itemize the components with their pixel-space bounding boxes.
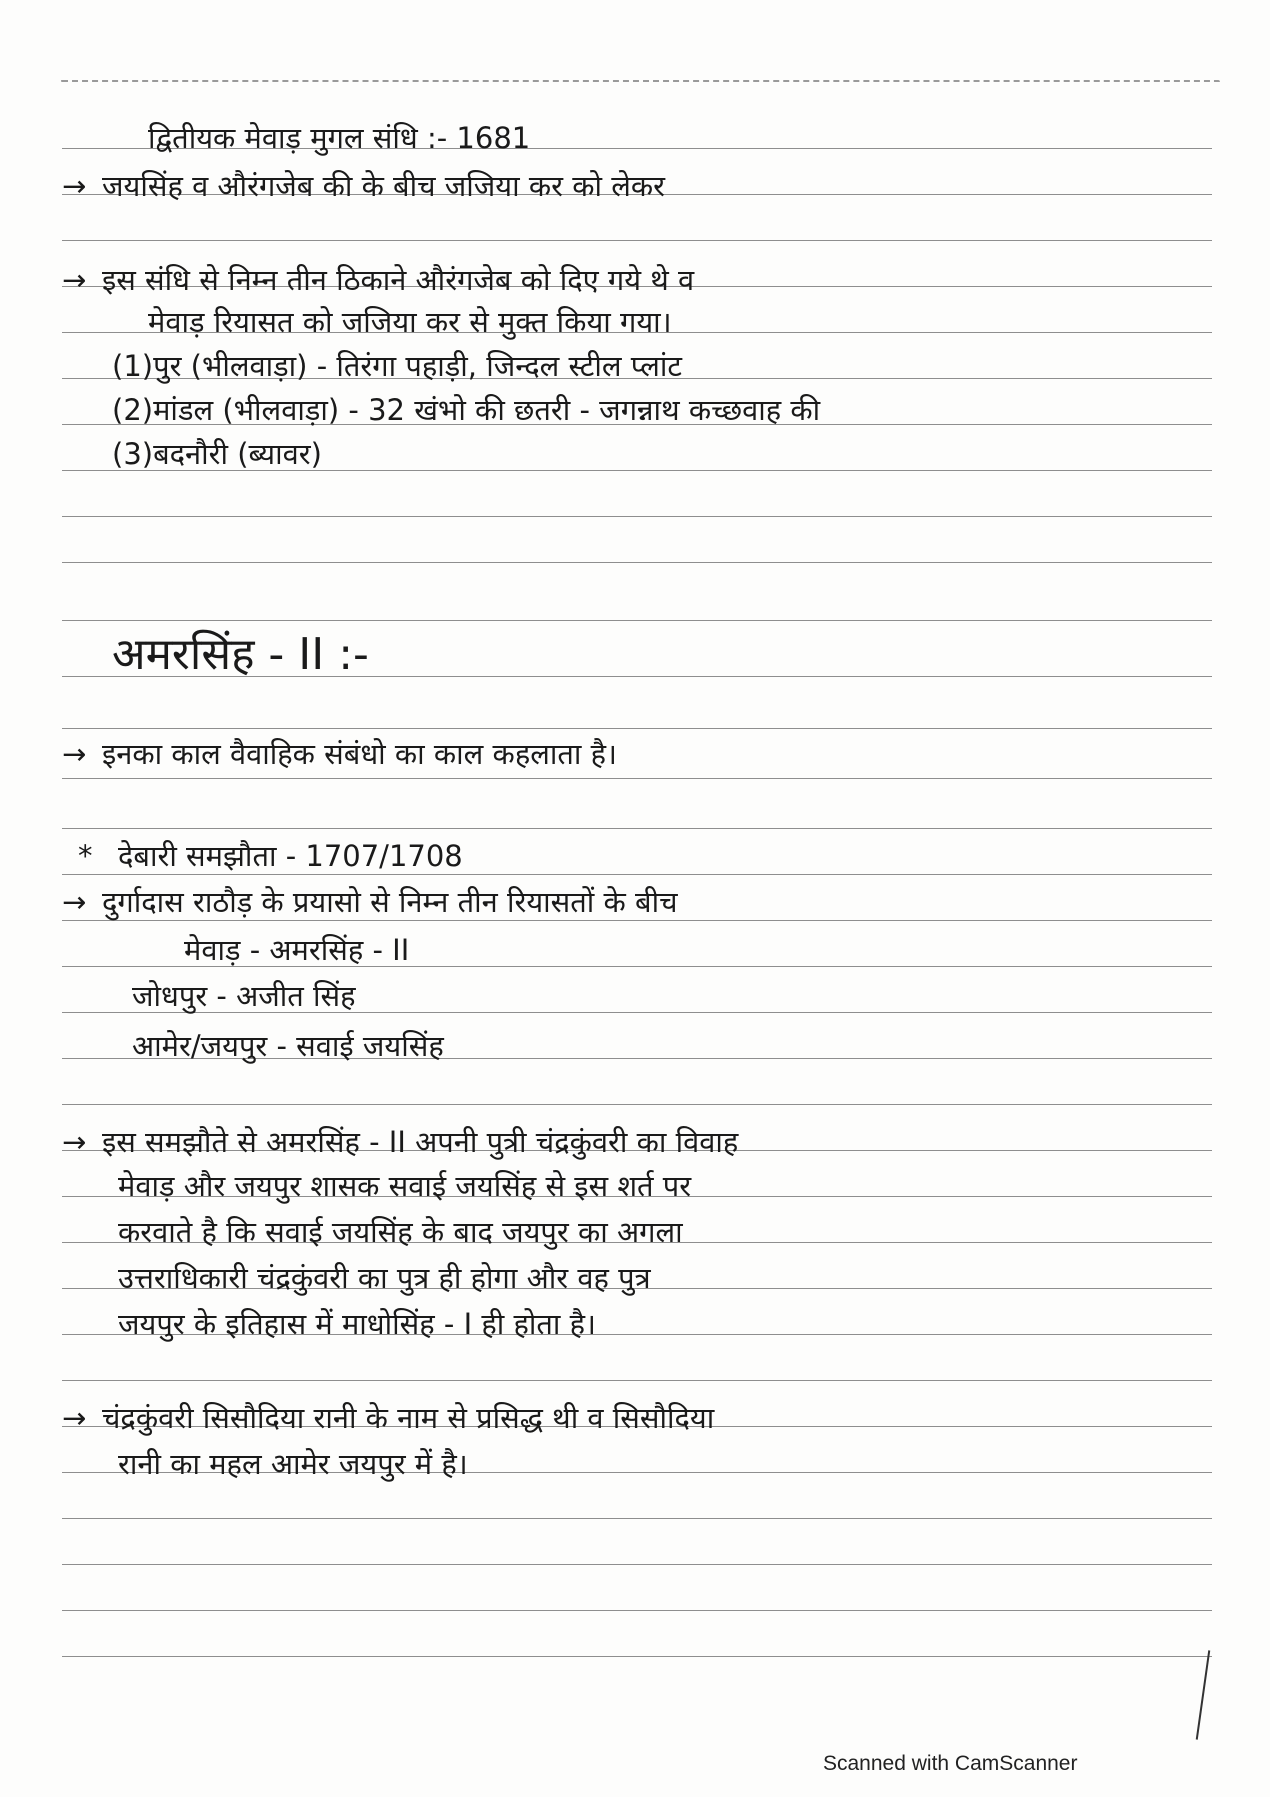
line-text: दुर्गादास राठौड़ के प्रयासो से निम्न तीन रियासतों के बीच	[102, 885, 678, 919]
line-text: करवाते है कि सवाई जयसिंह के बाद जयपुर का अगला	[118, 1215, 683, 1249]
line-text: इस समझौते से अमरसिंह - II अपनी पुत्री चंद्रकुंवरी का विवाह	[102, 1125, 739, 1159]
section-heading	[112, 628, 369, 682]
arrow-marker: →	[62, 1401, 87, 1435]
line-text: उत्तराधिकारी चंद्रकुंवरी का पुत्र ही होगा और वह पुत्र	[118, 1261, 651, 1295]
page-edge-mark	[1196, 1650, 1211, 1739]
note-line	[62, 1124, 738, 1160]
note-line	[112, 348, 682, 384]
note-line	[118, 1260, 651, 1296]
arrow-marker: →	[62, 885, 87, 919]
ruled-line	[62, 1104, 1212, 1105]
ruled-line	[62, 920, 1212, 921]
ruled-line	[62, 1656, 1212, 1657]
note-line	[132, 978, 356, 1014]
note-line	[118, 1446, 468, 1482]
ruled-line	[62, 728, 1212, 729]
note-line	[62, 262, 694, 298]
arrow-marker: →	[62, 737, 87, 771]
asterisk-marker: *	[78, 839, 93, 873]
note-line	[118, 1168, 691, 1204]
line-text: जयपुर के इतिहास में माधोसिंह - I ही होता है।	[118, 1307, 597, 1341]
line-text: द्वितीयक मेवाड़ मुगल संधि :- 1681	[148, 121, 531, 155]
heading-text: अमरसिंह - II :-	[112, 629, 369, 680]
line-text: मेवाड़ - अमरसिंह - II	[184, 933, 410, 967]
note-line	[118, 1214, 683, 1250]
line-text: इस संधि से निम्न तीन ठिकाने औरंगजेब को दिए गये थे व	[102, 263, 695, 297]
note-line	[62, 736, 617, 772]
note-line	[108, 304, 672, 340]
line-text: मांडल (भीलवाड़ा) - 32 खंभो की छतरी - जगन्नाथ कच्छवाह की	[153, 393, 821, 427]
arrow-marker: →	[62, 1125, 87, 1159]
note-line	[112, 392, 820, 428]
line-text: जोधपुर - अजीत सिंह	[132, 979, 356, 1013]
ruled-line	[62, 516, 1212, 517]
line-text: पुर (भीलवाड़ा) - तिरंगा पहाड़ी, जिन्दल स्टील प्लांट	[153, 349, 682, 383]
line-text: आमेर/जयपुर - सवाई जयसिंह	[132, 1029, 444, 1063]
list-number: (1)	[112, 349, 154, 383]
note-line	[62, 1400, 714, 1436]
note-line	[108, 120, 530, 156]
note-line	[112, 436, 322, 472]
line-text: मेवाड़ रियासत को जजिया कर से मुक्त किया गया।	[148, 305, 672, 339]
page-top-edge	[60, 80, 1220, 90]
ruled-line	[62, 562, 1212, 563]
arrow-marker: →	[62, 263, 87, 297]
ruled-line	[62, 778, 1212, 779]
ruled-line	[62, 620, 1212, 621]
arrow-marker: →	[62, 169, 87, 203]
line-text: जयसिंह व औरंगजेब की के बीच जजिया कर को लेकर	[102, 169, 666, 203]
note-line	[132, 1028, 444, 1064]
ruled-line	[62, 1564, 1212, 1565]
note-line	[78, 838, 463, 874]
note-line	[62, 884, 678, 920]
ruled-line	[62, 1380, 1212, 1381]
note-line	[184, 932, 409, 968]
line-text: बदनौरी (ब्यावर)	[153, 437, 322, 471]
ruled-line	[62, 874, 1212, 875]
ruled-line	[62, 828, 1212, 829]
line-text: रानी का महल आमेर जयपुर में है।	[118, 1447, 468, 1481]
line-text: चंद्रकुंवरी सिसौदिया रानी के नाम से प्रसिद्ध थी व सिसौदिया	[102, 1401, 715, 1435]
note-line	[62, 168, 665, 204]
ruled-line	[62, 240, 1212, 241]
note-line	[118, 1306, 596, 1342]
list-number: (3)	[112, 437, 154, 471]
ruled-line	[62, 1518, 1212, 1519]
list-number: (2)	[112, 393, 154, 427]
line-text: देबारी समझौता - 1707/1708	[118, 839, 463, 873]
line-text: इनका काल वैवाहिक संबंधो का काल कहलाता है।	[102, 737, 618, 771]
ruled-line	[62, 1610, 1212, 1611]
line-text: मेवाड़ और जयपुर शासक सवाई जयसिंह से इस शर्त पर	[118, 1169, 692, 1203]
scanner-watermark: Scanned with CamScanner	[823, 1752, 1078, 1775]
